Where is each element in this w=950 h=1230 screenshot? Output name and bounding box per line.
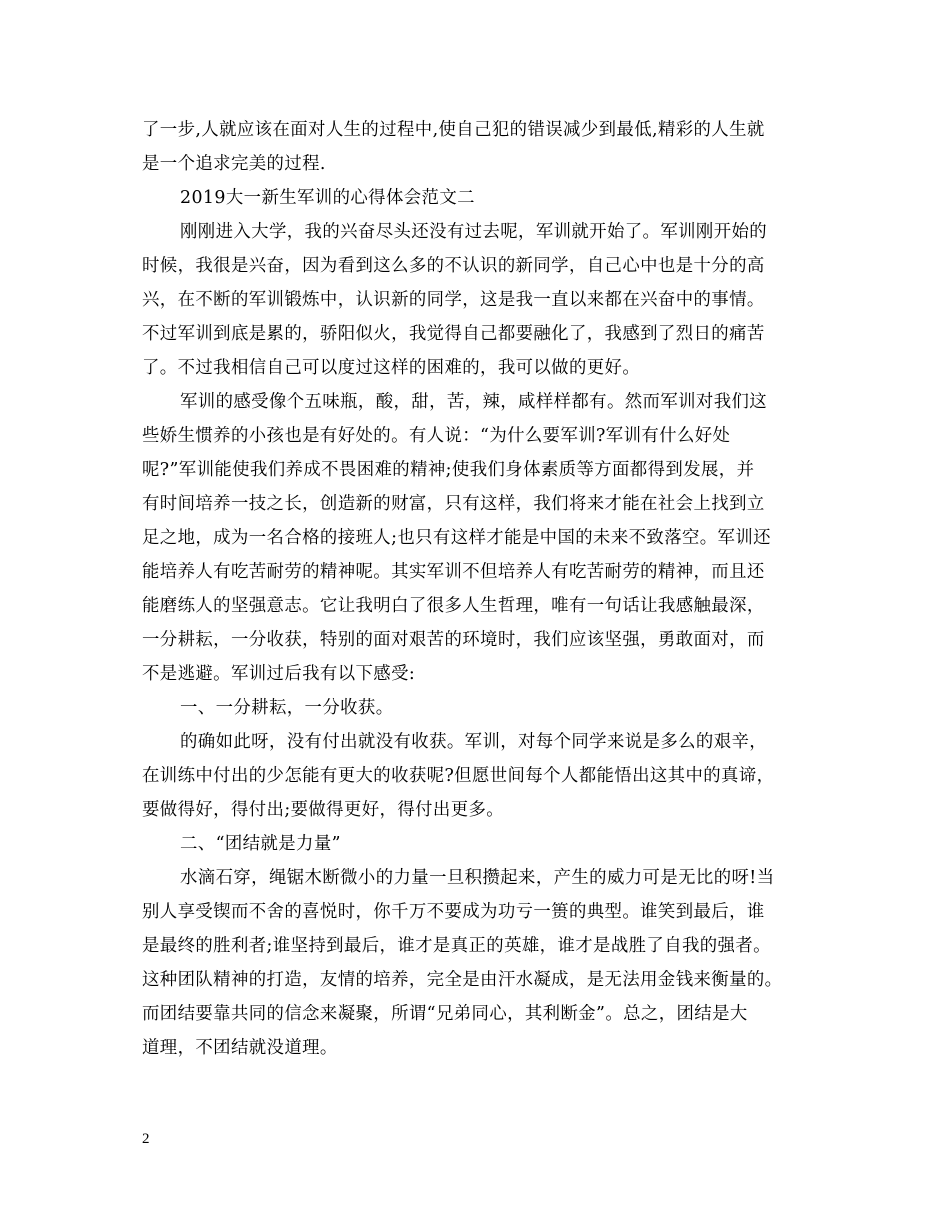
paragraph <box>142 385 822 691</box>
text-line: 2019大一新生军训的心得体会范文二 <box>180 188 475 208</box>
document-body <box>142 113 822 1065</box>
paragraph <box>142 725 822 827</box>
text-line: 不是逃避。军训过后我有以下感受: <box>142 664 416 684</box>
text-line: 道理，不团结就没道理。 <box>142 1038 338 1058</box>
text-line: 是最终的胜利者;谁坚持到最后，谁才是真正的英雄，谁才是战胜了自我的强者。 <box>142 936 771 956</box>
text-line: 能磨练人的坚强意志。它让我明白了很多人生哲理，唯有一句话让我感触最深， <box>142 596 765 616</box>
text-line: 是一个追求完美的过程. <box>142 154 326 174</box>
text-line: 有时间培养一技之长，创造新的财富，只有这样，我们将来才能在社会上找到立 <box>142 494 765 514</box>
paragraph <box>142 861 822 1065</box>
text-line: 在训练中付出的少怎能有更大的收获呢?但愿世间每个人都能悟出这其中的真谛， <box>142 766 775 786</box>
text-line: 不过军训到底是累的，骄阳似火，我觉得自己都要融化了，我感到了烈日的痛苦 <box>142 324 765 344</box>
text-line: 能培养人有吃苦耐劳的精神呢。其实军训不但培养人有吃苦耐劳的精神，而且还 <box>142 562 765 582</box>
paragraph <box>142 827 822 861</box>
text-line: 一、一分耕耘，一分收获。 <box>180 698 394 718</box>
text-line: 兴，在不断的军训锻炼中，认识新的同学，这是我一直以来都在兴奋中的事情。 <box>142 290 765 310</box>
text-line: 别人享受锲而不舍的喜悦时，你千万不要成为功亏一篑的典型。谁笑到最后，谁 <box>142 902 765 922</box>
text-line: 时候，我很是兴奋，因为看到这么多的不认识的新同学，自己心中也是十分的高 <box>142 256 765 276</box>
text-line: 而团结要靠共同的信念来凝聚，所谓“兄弟同心，其利断金”。总之，团结是大 <box>142 1004 748 1024</box>
text-line: 刚刚进入大学，我的兴奋尽头还没有过去呢，军训就开始了。军训刚开始的 <box>180 222 768 242</box>
text-line: 的确如此呀，没有付出就没有收获。军训，对每个同学来说是多么的艰辛， <box>180 732 768 752</box>
paragraph <box>142 691 822 725</box>
text-line: 一分耕耘，一分收获，特别的面对艰苦的环境时，我们应该坚强，勇敢面对，而 <box>142 630 765 650</box>
page-number: 2 <box>142 1131 150 1147</box>
paragraph <box>142 215 822 385</box>
paragraph <box>142 181 822 215</box>
text-line: 足之地，成为一名合格的接班人;也只有这样才能是中国的未来不致落空。军训还 <box>142 528 771 548</box>
text-line: 了一步,人就应该在面对人生的过程中,使自己犯的错误减少到最低,精彩的人生就 <box>142 120 765 140</box>
text-line: 水滴石穿，绳锯木断微小的力量一旦积攒起来，产生的威力可是无比的呀!当 <box>180 868 775 888</box>
text-line: 军训的感受像个五味瓶，酸，甜，苦，辣，咸样样都有。然而军训对我们这 <box>180 392 768 412</box>
paragraph <box>142 113 822 181</box>
text-line: 了。不过我相信自己可以度过这样的困难的，我可以做的更好。 <box>142 358 641 378</box>
text-line: 这种团队精神的打造，友情的培养，完全是由汗水凝成，是无法用金钱来衡量的。 <box>142 970 783 990</box>
text-line: 些娇生惯养的小孩也是有好处的。有人说：“为什么要军训?军训有什么好处 <box>142 426 731 446</box>
text-line: 二、“团结就是力量” <box>180 834 341 854</box>
text-line: 要做得好，得付出;要做得更好，得付出更多。 <box>142 800 505 820</box>
text-line: 呢?”军训能使我们养成不畏困难的精神;使我们身体素质等方面都得到发展，并 <box>142 460 755 480</box>
